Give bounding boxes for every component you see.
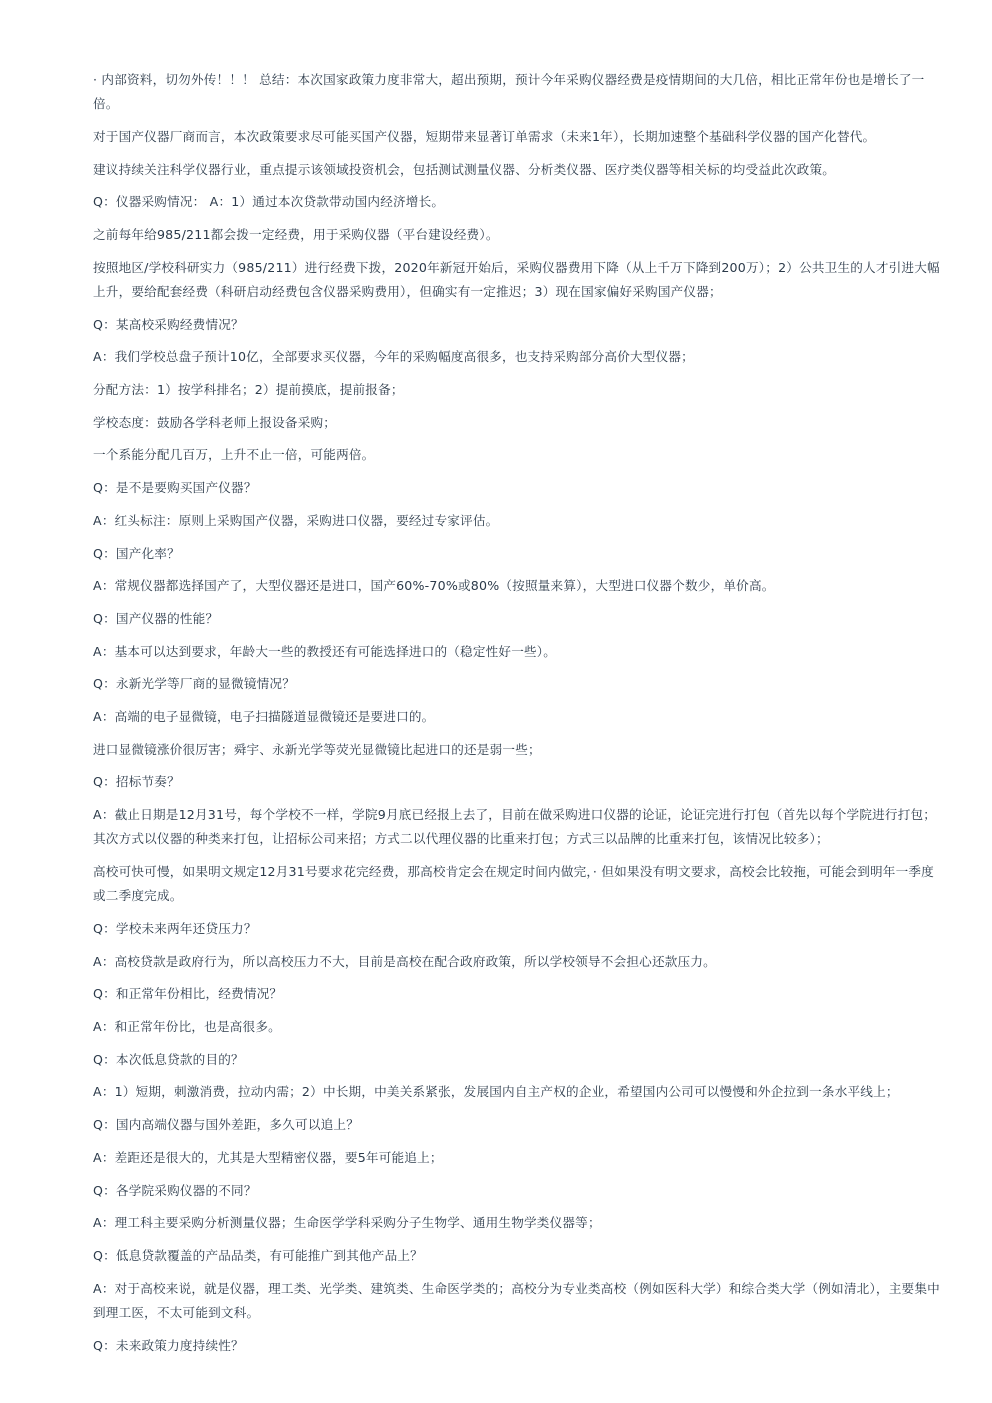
paragraph: 进口显微镜涨价很厉害；舜宇、永新光学等荧光显微镜比起进口的还是弱一些； [93,741,541,757]
paragraph: Q：国产仪器的性能？ [93,610,219,626]
paragraph: A：理工科主要采购分析测量仪器；生命医学学科采购分子生物学、通用生物学类仪器等； [93,1215,601,1231]
paragraph: A：我们学校总盘子预计10亿，全部要求买仪器，今年的采购幅度高很多，也支持采购部分高价大型仪器； [93,349,694,365]
paragraph: 分配方法：1）按学科排名；2）提前摸底，提前报备； [93,382,404,398]
paragraph: A：高校贷款是政府行为，所以高校压力不大，目前是高校在配合政府政策，所以学校领导不会担心还款压力。 [93,953,716,969]
paragraph: 建议持续关注科学仪器行业，重点提示该领域投资机会，包括测试测量仪器、分析类仪器、医疗类仪器等相关标的均受益此次政策。 [93,161,836,177]
paragraph: Q：国产化率？ [93,545,180,561]
paragraph: A：差距还是很大的，尤其是大型精密仪器，要5年可能追上； [93,1149,443,1165]
paragraph: A：红头标注：原则上采购国产仪器，采购进口仪器，要经过专家评估。 [93,512,499,528]
paragraph: A：和正常年份比，也是高很多。 [93,1019,281,1035]
paragraph: 按照地区/学校科研实力（985/211）进行经费下拨，2020年新冠开始后，采购仪器费用下降（从上千万下降到200万）；2）公共卫生的人才引进大幅上升，要给配套经费（科研启动经费包含仪器采购费用），但确实有一定推迟；3）现在国家偏好采购国产仪器； [93,259,940,300]
paragraph: Q：学校未来两年还贷压力？ [93,921,257,936]
paragraph: Q：本次低息贷款的目的？ [93,1051,244,1067]
paragraph: Q：仪器采购情况： A：1）通过本次贷款带动国内经济增长。 [93,194,445,210]
paragraph: Q：和正常年份相比，经费情况？ [93,986,283,1002]
paragraph: 学校态度：鼓励各学科老师上报设备采购； [93,414,337,430]
paragraph: Q：未来政策力度持续性？ [93,1337,244,1353]
paragraph: Q：低息贷款覆盖的产品品类，有可能推广到其他产品上？ [93,1247,423,1263]
paragraph: · 内部资料，切勿外传！！！ 总结：本次国家政策力度非常大，超出预期，预计今年采购仪器经费是疫情期间的大几倍，相比正常年份也是增长了一倍。 [93,72,925,112]
paragraph: 之前每年给985/211都会拨一定经费，用于采购仪器（平台建设经费）。 [93,227,499,243]
paragraph: 高校可快可慢，如果明文规定12月31号要求花完经费，那高校肯定会在规定时间内做完，· 但如果没有明文要求，高校会比较拖，可能会到明年一季度或二季度完成。 [93,864,934,904]
paragraph: A：高端的电子显微镜，电子扫描隧道显微镜还是要进口的。 [93,708,435,724]
paragraph: Q：是不是要购买国产仪器？ [93,480,257,496]
paragraph: Q：国内高端仪器与国外差距，多久可以追上？ [93,1117,359,1133]
paragraph: A：截止日期是12月31号，每个学校不一样，学院9月底已经报上去了，目前在做采购进口仪器的论证，论证完进行打包（首先以每个学院进行打包；其次方式以仪器的种类来打包，让招标公司来招；方式二以代理仪器的比重来打包；方式三以品牌的比重来打包，该情况比较多）； [93,807,937,847]
paragraph: Q：永新光学等厂商的显微镜情况？ [93,676,296,692]
paragraph: 一个系能分配几百万，上升不止一倍，可能两倍。 [93,447,375,463]
paragraph: 对于国产仪器厂商而言，本次政策要求尽可能买国产仪器，短期带来显著订单需求（未来1年），长期加速整个基础科学仪器的国产化替代。 [93,128,876,144]
paragraph: A：对于高校来说，就是仪器，理工类、光学类、建筑类、生命医学类的；高校分为专业类高校（例如医科大学）和综合类大学（例如清北），主要集中到理工医，不太可能到文科。 [93,1280,940,1320]
paragraph: Q：各学院采购仪器的不同？ [93,1182,257,1198]
paragraph: A：1）短期，刺激消费，拉动内需；2）中长期，中美关系紧张，发展国内自主产权的企业，希望国内公司可以慢慢和外企拉到一条水平线上； [93,1084,899,1100]
paragraph: A：常规仪器都选择国产了，大型仪器还是进口，国产60%-70%或80%（按照量来算），大型进口仪器个数少，单价高。 [93,578,775,594]
paragraph: A：基本可以达到要求，年龄大一些的教授还有可能选择进口的（稳定性好一些）。 [93,643,557,659]
paragraph: Q：某高校采购经费情况？ [93,316,244,332]
paragraph: Q：招标节奏？ [93,774,180,790]
